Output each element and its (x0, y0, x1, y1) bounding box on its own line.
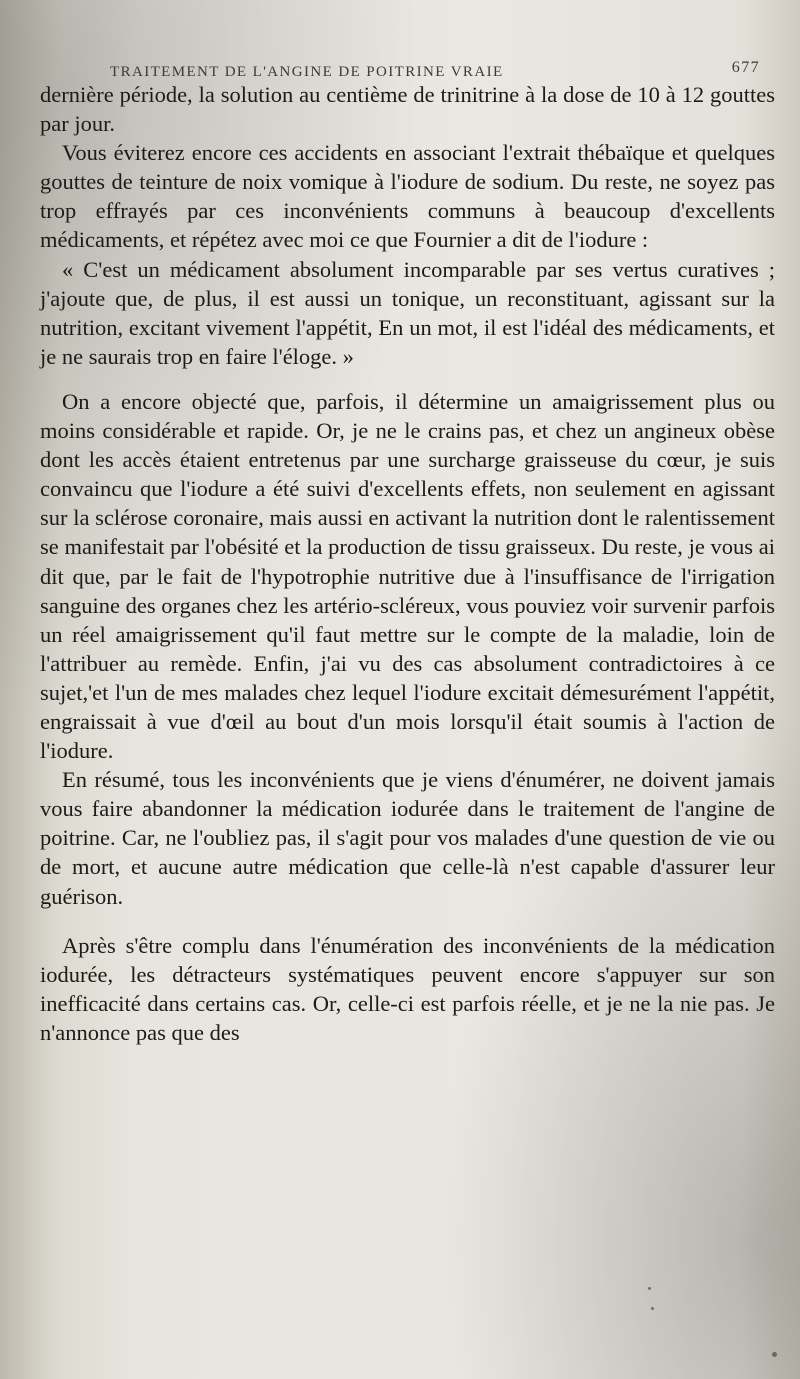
running-title: TRAITEMENT DE L'ANGINE DE POITRINE VRAIE (110, 64, 504, 80)
paper-speck (772, 1352, 777, 1357)
paragraph-6: Après s'être complu dans l'énumération des inconvénients de la médication iodurée, les détracteurs systématiques peuvent encore s'appuyer sur son inefficacité dans certains cas. Or, celle-ci est parfois réelle, et je ne la nie pas. Je n'annonce pas que des (40, 932, 775, 1045)
body-text (40, 80, 775, 1047)
paragraph-5: En résumé, tous les inconvénients que je viens d'énumérer, ne doivent jamais vous faire abandonner la médication iodurée dans le traitement de l'angine de poitrine. Car, ne l'oubliez pas, il s'agit pour vos malades d'une question de vie ou de mort, et aucune autre médication que celle-là n'est capable d'assurer leur guérison. (40, 767, 775, 909)
paper-speck (651, 1307, 654, 1310)
quotation-paragraph: « C'est un médicament absolument incomparable par ses vertus curatives ; j'ajoute que, de plus, il est aussi un tonique, un reconstituant, agissant sur la nutrition, excitant vivement l'appétit, En un mot, il est l'idéal des médicaments, et je ne saurais trop en faire l'éloge. » (40, 256, 775, 369)
page-number: 677 (731, 59, 760, 76)
paragraph-4: On a encore objecté que, parfois, il détermine un amaigrissement plus ou moins considérable et rapide. Or, je ne le crains pas, et chez un angineux obèse dont les accès étaient entretenus par une surcharge graisseuse du cœur, je suis convaincu que l'iodure a été suivi d'excellents effets, non seulement en agissant sur la sclérose coronaire, mais aussi en activant la nutrition dont le ralentissement se manifestait par l'obésité et la production de tissu graisseux. Du reste, je vous ai dit que, par le fait de l'hypotrophie nutritive due à l'insuffisance de l'irrigation sanguine des organes chez les artério-scléreux, vous pouviez voir survenir parfois un réel amaigrissement qu'il faut mettre sur le compte de la maladie, loin de l'attribuer au remède. Enfin, j'ai vu des cas absolument contradictoires à ce sujet,'et l'un de mes malades chez lequel l'iodure excitait démesurément l'appétit, engraissait à vue d'œil au bout d'un mois lorsqu'il était soumis à l'action de l'iodure. (40, 388, 775, 764)
paragraph-2: Vous éviterez encore ces accidents en associant l'extrait thébaïque et quelques gouttes de teinture de noix vomique à l'iodure de sodium. Du reste, ne soyez pas trop effrayés par ces inconvénients communs à beaucoup d'excellents médicaments, et répétez avec moi ce que Fournier a dit de l'iodure : (40, 140, 775, 253)
paragraph-1: dernière période, la solution au centième de trinitrine à la dose de 10 à 12 gouttes par jour. (40, 82, 775, 137)
paper-speck (648, 1287, 651, 1290)
